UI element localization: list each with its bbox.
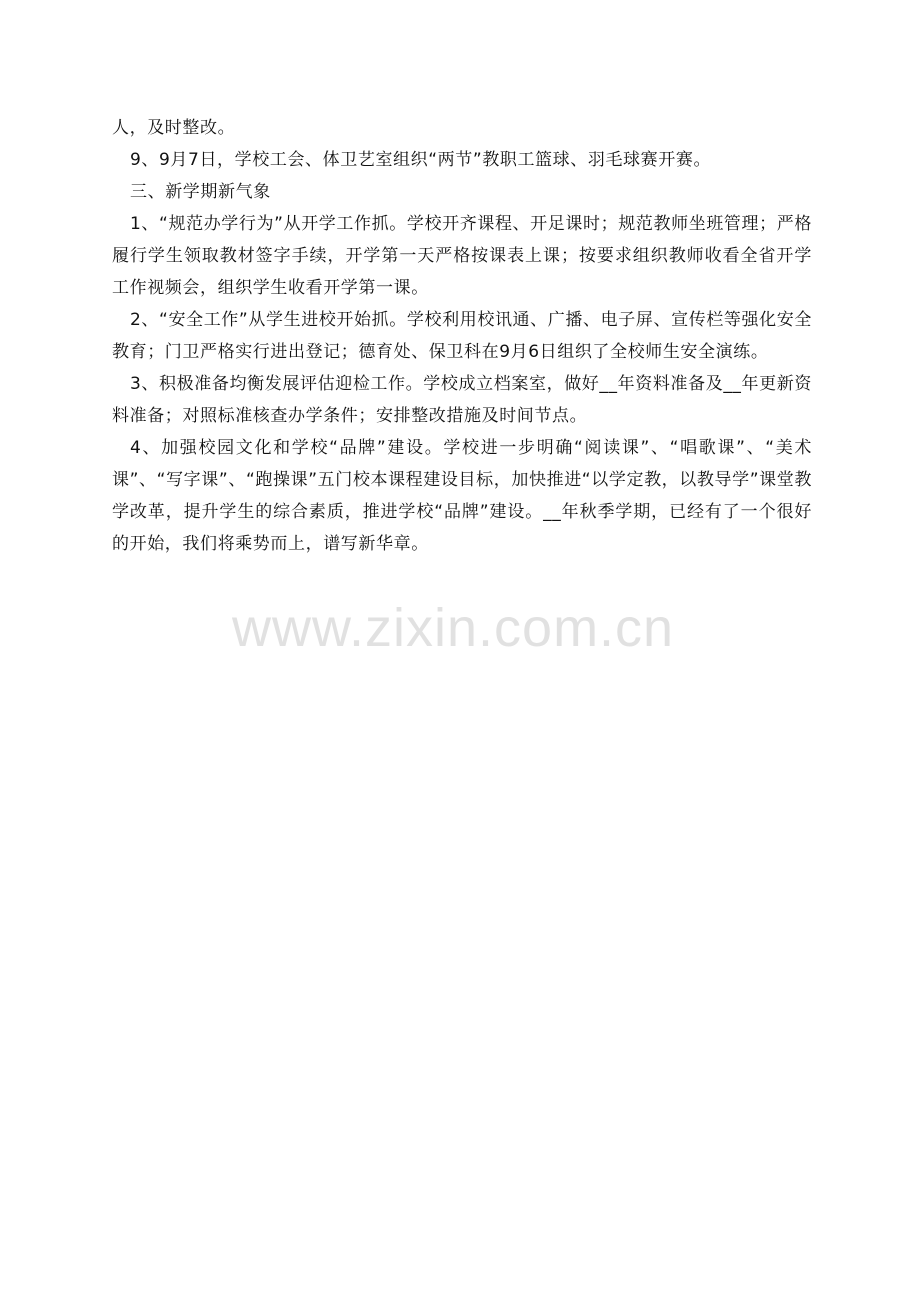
paragraph-continuation: 人，及时整改。: [112, 118, 236, 138]
paragraph-item-4: 4、加强校园文化和学校“品牌”建设。学校进一步明确“阅读课”、“唱歌课”、“美术课”、“写字课”、“跑操课”五门校本课程建设目标，加快推进“以学定教，以教导学”课堂教学改革，提升学生的综合素质，推进学校“品牌”建设。__年秋季学期，已经有了一个很好的开始，我们将乘势而上，谱写新华章。: [112, 438, 812, 554]
paragraph-item-1: 1、“规范办学行为”从开学工作抓。学校开齐课程、开足课时；规范教师坐班管理；严格履行学生领取教材签字手续，开学第一天严格按课表上课；按要求组织教师收看全省开学工作视频会，组织学生收看开学第一课。: [112, 214, 812, 298]
section-heading-3: 三、新学期新气象: [130, 182, 271, 202]
paragraph-item-3: 3、积极准备均衡发展评估迎检工作。学校成立档案室，做好__年资料准备及__年更新资料准备；对照标准核查办学条件；安排整改措施及时间节点。: [112, 374, 812, 426]
paragraph-item-9: 9、9月7日，学校工会、体卫艺室组织“两节”教职工篮球、羽毛球赛开赛。: [130, 150, 712, 170]
watermark-text: www.zixin.com.cn: [232, 598, 675, 658]
document-body: [112, 112, 812, 560]
paragraph-item-2: 2、“安全工作”从学生进校开始抓。学校利用校讯通、广播、电子屏、宣传栏等强化安全教育；门卫严格实行进出登记；德育处、保卫科在9月6日组织了全校师生安全演练。: [112, 310, 812, 362]
